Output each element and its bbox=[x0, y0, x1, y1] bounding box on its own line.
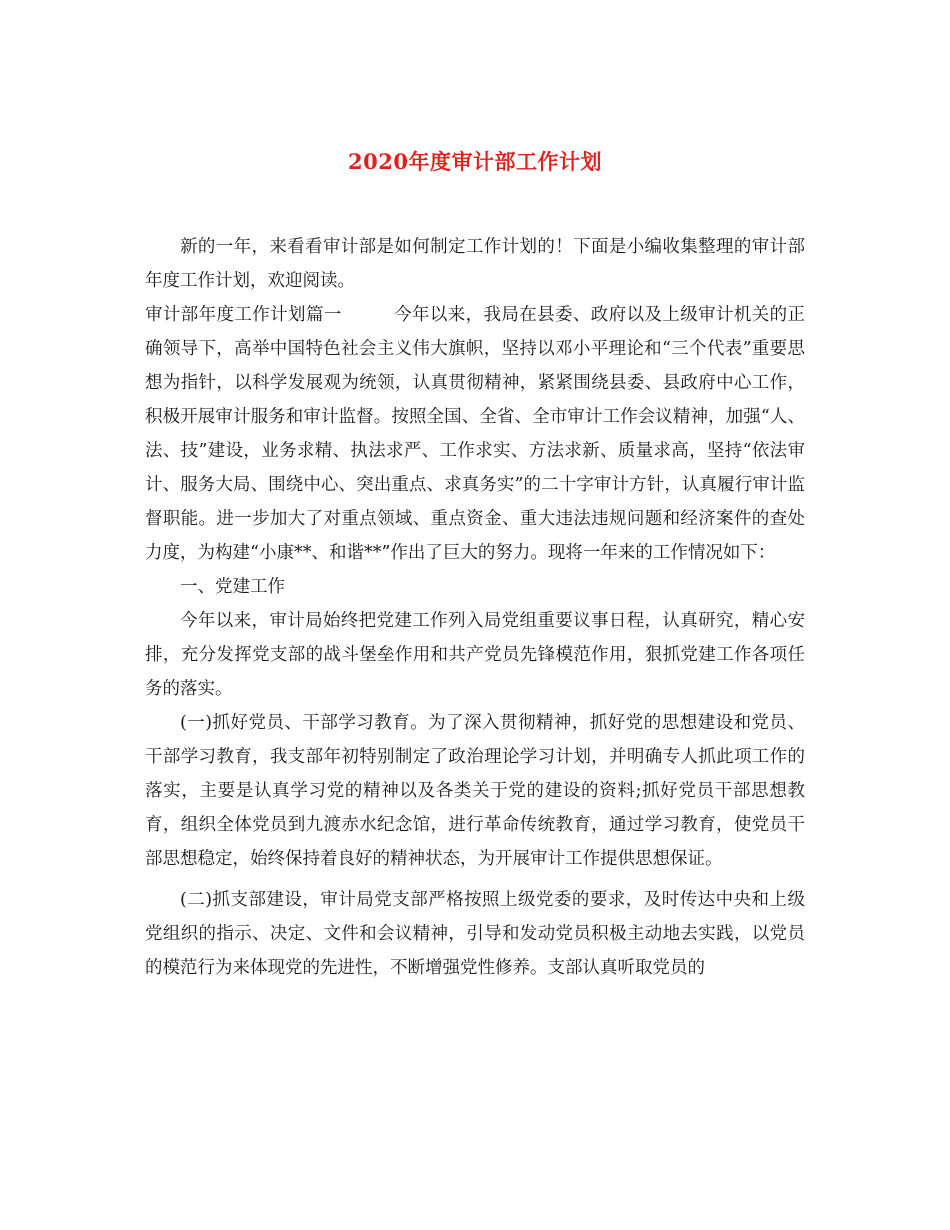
section-label: 审计部年度工作计划篇一 bbox=[145, 305, 342, 325]
paragraph-3: (一)抓好党员、干部学习教育。为了深入贯彻精神，抓好党的思想建设和党员、干部学习教育，我支部年初特别制定了政治理论学习计划，并明确专人抓此项工作的落实，主要是认真学习党的精神以及各类关于党的建设的资料;抓好党员干部思想教育，组织全体党员到九渡赤水纪念馆，进行革命传统教育，通过学习教育，使党员干部思想稳定，始终保持着良好的精神状态，为开展审计工作提供思想保证。 bbox=[145, 713, 805, 869]
heading-party-building: 一、党建工作 bbox=[180, 577, 285, 597]
intro-paragraph: 新的一年，来看看审计部是如何制定工作计划的！下面是小编收集整理的审计部年度工作计划，欢迎阅读。 bbox=[145, 237, 805, 291]
paragraph-4: (二)抓支部建设，审计局党支部严格按照上级党委的要求，及时传达中央和上级党组织的指示、决定、文件和会议精神，引导和发动党员积极主动地去实践，以党员的模范行为来体现党的先进性，不断增强党性修养。支部认真听取党员的 bbox=[145, 890, 805, 978]
section-paragraph bbox=[145, 298, 805, 570]
paragraph-1: 今年以来，我局在县委、政府以及上级审计机关的正确领导下，高举中国特色社会主义伟大旗帜，坚持以邓小平理论和“三个代表”重要思想为指针，以科学发展观为统领，认真贯彻精神，紧紧围绕县委、县政府中心工作，积极开展审计服务和审计监督。按照全国、全省、全市审计工作会议精神，加强“人、法、技”建设，业务求精、执法求严、工作求实、方法求新、质量求高，坚持“依法审计、服务大局、围绕中心、突出重点、求真务实”的二十字审计方针，认真履行审计监督职能。进一步加大了对重点领域、重点资金、重大违法违规问题和经济案件的查处力度，为构建“小康**、和谐**”作出了巨大的努力。现将一年来的工作情况如下： bbox=[145, 305, 806, 563]
document-body bbox=[145, 230, 805, 985]
paragraph-2: 今年以来，审计局始终把党建工作列入局党组重要议事日程，认真研究，精心安排，充分发挥党支部的战斗堡垒作用和共产党员先锋模范作用，狠抓党建工作各项任务的落实。 bbox=[145, 611, 805, 699]
document-title: 2020年度审计部工作计划 bbox=[348, 149, 602, 174]
